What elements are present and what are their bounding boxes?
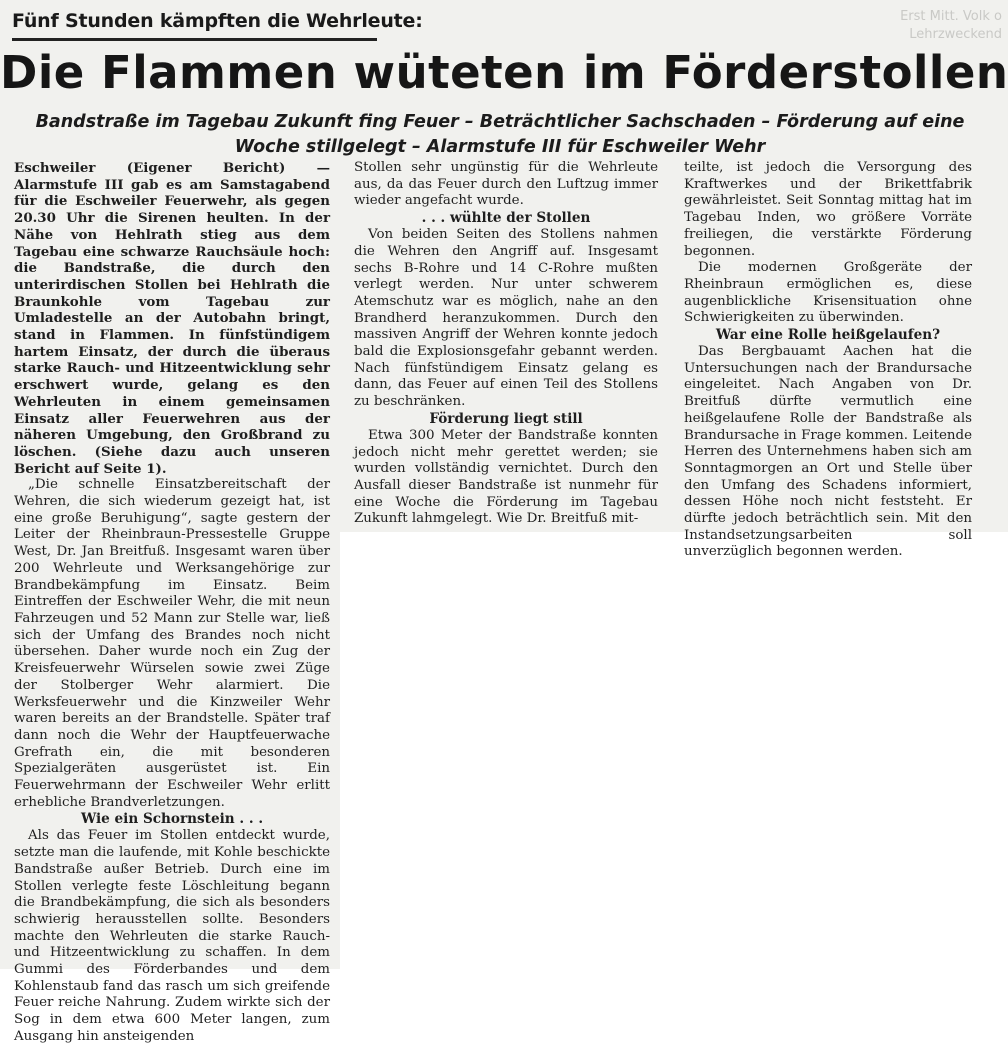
headline: Die Flammen wüteten im Förderstollen [0,46,1008,99]
paragraph: „Die schnelle Einsatzbereitschaft der Wehren, die sich wiederum gezeigt hat, ist eine große Beruhigung“, sagte gestern der Leiter der Rheinbraun-Pressestelle Gruppe West, Dr. Jan Breitfuß. Insgesamt waren über 200 Wehrleute und Werksangehörige zur Brandbekämpfung im Einsatz. Beim Eintreffen der Eschweiler Wehr, die mit neun Fahrzeugen und 52 Mann zur Stelle war, ließ sich der Umfang des Brandes noch nicht übersehen. Daher wurde noch ein Zug der Kreisfeuerwehr Würselen sowie zwei Züge der Stolberger Wehr alarmiert. Die Werksfeuerwehr und die Kinzweiler Wehr waren bereits an der Brandstelle. Später traf dann noch die Wehr der Hauptfeuerwache Grefrath ein, die mit besonderen Spezialgeräten ausgerüstet ist. Ein Feuerwehrmann der Eschweiler Wehr erlitt erhebliche Brandverletzungen. [14,477,330,810]
section-heading: War eine Rolle heißgelaufen? [715,327,941,344]
kicker-rule [12,38,377,41]
paragraph: teilte, ist jedoch die Versorgung des Kraftwerkes und der Brikettfabrik gewährleistet. Seit Sonntag mittag hat im Tagebau Inden, wo größere Vorräte freiliegen, die verstärkte Förderung begonnen. [684,160,972,259]
article-column-3 [684,160,972,561]
paragraph: Als das Feuer im Stollen entdeckt wurde, setzte man die laufende, mit Kohle beschickte Bandstraße außer Betrieb. Durch eine im Stollen verlegte feste Löschleitung begann die Brandbekämpfung, die sich als besonders schwierig herausstellen sollte. Besonders machte den Wehrleuten die starke Rauch- und Hitzeentwicklung zu schaffen. In dem Gummi des Förderbandes und dem Kohlenstaub fand das rasch um sich greifende Feuer reiche Nahrung. Zudem wirkte sich der Sog in dem etwa 600 Meter langen, zum Ausgang hin ansteigenden [14,828,330,1044]
section-heading: Wie ein Schornstein . . . [80,811,264,828]
kicker: Fünf Stunden kämpften die Wehrleute: [12,10,423,32]
paragraph: Die modernen Großgeräte der Rheinbraun ermöglichen es, diese augenblickliche Krisensituation ohne Schwierigkeiten zu überwinden. [684,260,972,326]
section-heading: Förderung liegt still [429,410,583,427]
section-heading: . . . wühlte der Stollen [421,210,591,227]
paragraph: Das Bergbauamt Aachen hat die Untersuchungen nach der Brandursache eingeleitet. Nach Angaben von Dr. Breitfuß dürfte vermutlich eine heißgelaufene Rolle der Bandstraße als Brandursache in Frage kommen. Leitende Herren des Unternehmens haben sich am Sonntagmorgen an Ort und Stelle über den Umfang des Schadens informiert, dessen Höhe noch nicht feststeht. Er dürfte jedoch beträchtlich sein. Mit den Instandsetzungsarbeiten soll unverzüglich begonnen werden. [684,344,972,560]
paragraph: Stollen sehr ungünstig für die Wehrleute aus, da das Feuer durch den Luftzug immer wieder angefacht wurde. [354,160,658,209]
paragraph: Von beiden Seiten des Stollens nahmen die Wehren den Angriff auf. Insgesamt sechs B-Rohre und 14 C-Rohre mußten verlegt werden. Nur unter schwerem Atemschutz war es möglich, nahe an den Brandherd heranzukommen. Durch den massiven Angriff der Wehren konnte jedoch bald die Explosionsgefahr gebannt werden. Nach fünfstündigem Einsatz gelang es dann, das Feuer auf einen Teil des Stollens zu beschränken. [354,227,658,410]
lead-paragraph: Eschweiler (Eigener Bericht) — Alarmstufe III gab es am Samstagabend für die Eschweiler Feuerwehr, als gegen 20.30 Uhr die Sirenen heulten. In der Nähe von Hehlrath stieg aus dem Tagebau eine schwarze Rauchsäule hoch: die Bandstraße, die durch den unterirdischen Stollen bei Hehlrath die Braunkohle vom Tagebau zur Umladestelle an der Autobahn bringt, stand in Flammen. In fünfstündigem hartem Einsatz, der durch die überaus starke Rauch- und Hitzeentwicklung sehr erschwert wurde, gelang es den Wehrleuten in einem gemeinsamen Einsatz aller Feuerwehren aus der näheren Umgebung, den Großbrand zu löschen. (Siehe dazu auch unseren Bericht auf Seite 1). [14,160,330,477]
subheadline: Bandstraße im Tagebau Zukunft fing Feuer – Beträchtlicher Sachschaden – Förderung auf eine Woche stillgelegt – Alarmstufe III für Eschweiler Wehr [35,112,965,157]
paragraph: Etwa 300 Meter der Bandstraße konnten jedoch nicht mehr gerettet werden; sie wurden vollständig vernichtet. Durch den Ausfall dieser Bandstraße ist nunmehr für eine Woche die Förderung im Tagebau Zukunft lahmgelegt. Wie Dr. Breitfuß mit- [354,427,658,527]
bleed-through-text: Erst Mitt. Volk o Lehrzweckend [900,9,1002,42]
article-column-1 [14,160,330,1046]
article-column-2 [354,160,658,528]
